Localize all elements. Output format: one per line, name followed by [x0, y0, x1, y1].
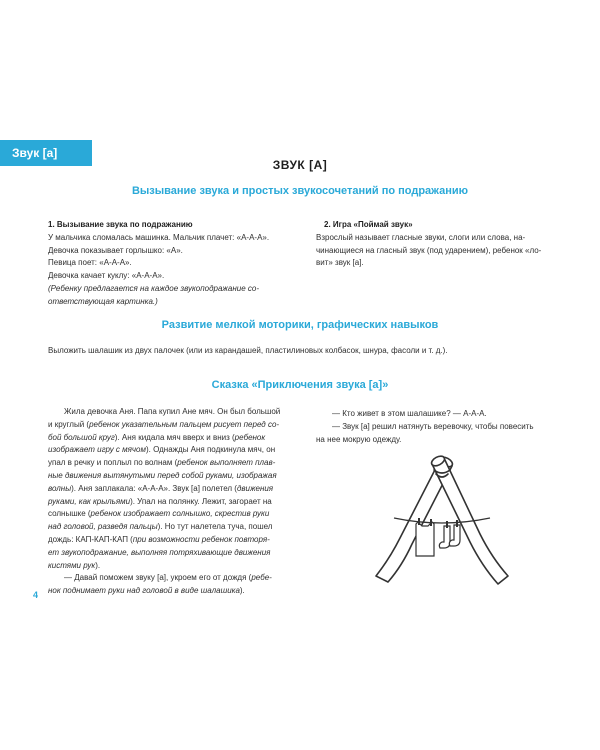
story-right-line: — Кто живет в этом шалашике? — А-А-А. [332, 409, 487, 418]
clothespin [446, 521, 448, 528]
story-line: бой большой круг). Аня кидала мяч вверх и вниз (ребенок [48, 432, 266, 442]
clothespin [430, 519, 432, 526]
exercise1-title: 1. Вызывание звука по подражанию [48, 220, 193, 229]
section3-heading: Сказка «Приключения звука [а]» [211, 379, 389, 391]
story-line: — Давай поможем звуку [а], укроем его от дождя (ребе- [64, 573, 272, 583]
story-right-line: на нее мокрую одежду. [316, 434, 402, 444]
story-line: ные движения вытянутыми перед собой руками, изображая [48, 470, 277, 480]
exercise1-line: Девочка качает куклу: «А-А-А». [48, 271, 165, 281]
clothespin [456, 520, 458, 527]
exercise1-note: ответствующая картинка.) [48, 296, 158, 306]
story-line: Жила девочка Аня. Папа купил Ане мяч. Он был большой [64, 407, 281, 416]
story-line: солнышке (ребенок изображает солнышко, скрестив руки [48, 509, 270, 519]
story-text [48, 406, 296, 598]
hut-illustration [372, 448, 522, 598]
section-tab: Звук [а] [0, 140, 92, 166]
story-line: дождь: КАП-КАП-КАП (при возможности ребенок повторя- [48, 534, 270, 544]
section1-heading: Вызывание звука и простых звукосочетаний по подражанию [131, 185, 469, 197]
story-line: волны). Аня заплакала: «А-А-А». Звук [а] полетел (движения [48, 483, 274, 493]
story-line: кистями рук). [48, 560, 101, 570]
story-line: изображает игру с мячом). Однажды Аня подкинула мяч, он [48, 445, 276, 455]
exercise2-line: чинающиеся на гласный звук (под ударением), ребенок «ло- [316, 245, 542, 255]
sock [449, 525, 460, 546]
sock [439, 526, 450, 548]
story-line: упал в речку и поплыл по волнам (ребенок выполняет плав- [48, 458, 276, 468]
section2-heading: Развитие мелкой моторики, графических навыков [161, 319, 439, 331]
story-right-text [316, 408, 566, 446]
exercise1-note: (Ребенку предлагается на каждое звукоподражание со- [48, 283, 260, 293]
story-line: ет звукоподражание, выполняя потряхивающие движения [48, 547, 271, 557]
exercise1-line: Девочка показывает горлышко: «А». [48, 245, 183, 255]
section2-text: Выложить шалашик из двух палочек (или из карандашей, пластилиновых колбасок, шнура, фасоли и т. д.). [48, 346, 448, 355]
exercise1-line: Певица поет: «А-А-А». [48, 258, 132, 268]
exercise2-line: вит» звук [а]. [316, 258, 364, 268]
section1-right-block [316, 219, 561, 270]
exercise2-line: Взрослый называет гласные звуки, слоги или слова, на- [316, 232, 526, 242]
section1-left-block [48, 219, 298, 309]
clothespin [418, 518, 420, 525]
story-line: нок поднимает руки над головой в виде шалашика). [48, 586, 245, 596]
exercise1-line: У мальчика сломалась машинка. Мальчик плачет: «А-А-А». [48, 232, 270, 242]
story-right-line: — Звук [а] решил натянуть веревочку, чтобы повесить [332, 421, 534, 431]
exercise2-title: 2. Игра «Поймай звук» [324, 220, 413, 229]
story-line: руками, как крыльями). Упал на полянку. Лежит, загорает на [48, 496, 272, 506]
story-line: над головой, разведя пальцы). Но тут налетела туча, пошел [48, 522, 273, 532]
story-line: и круглый (ребенок указательным пальцем рисует перед со- [48, 419, 280, 429]
page-number: 4 [33, 590, 39, 600]
shirt [416, 522, 434, 556]
page-title: ЗВУК [А] [272, 158, 328, 172]
